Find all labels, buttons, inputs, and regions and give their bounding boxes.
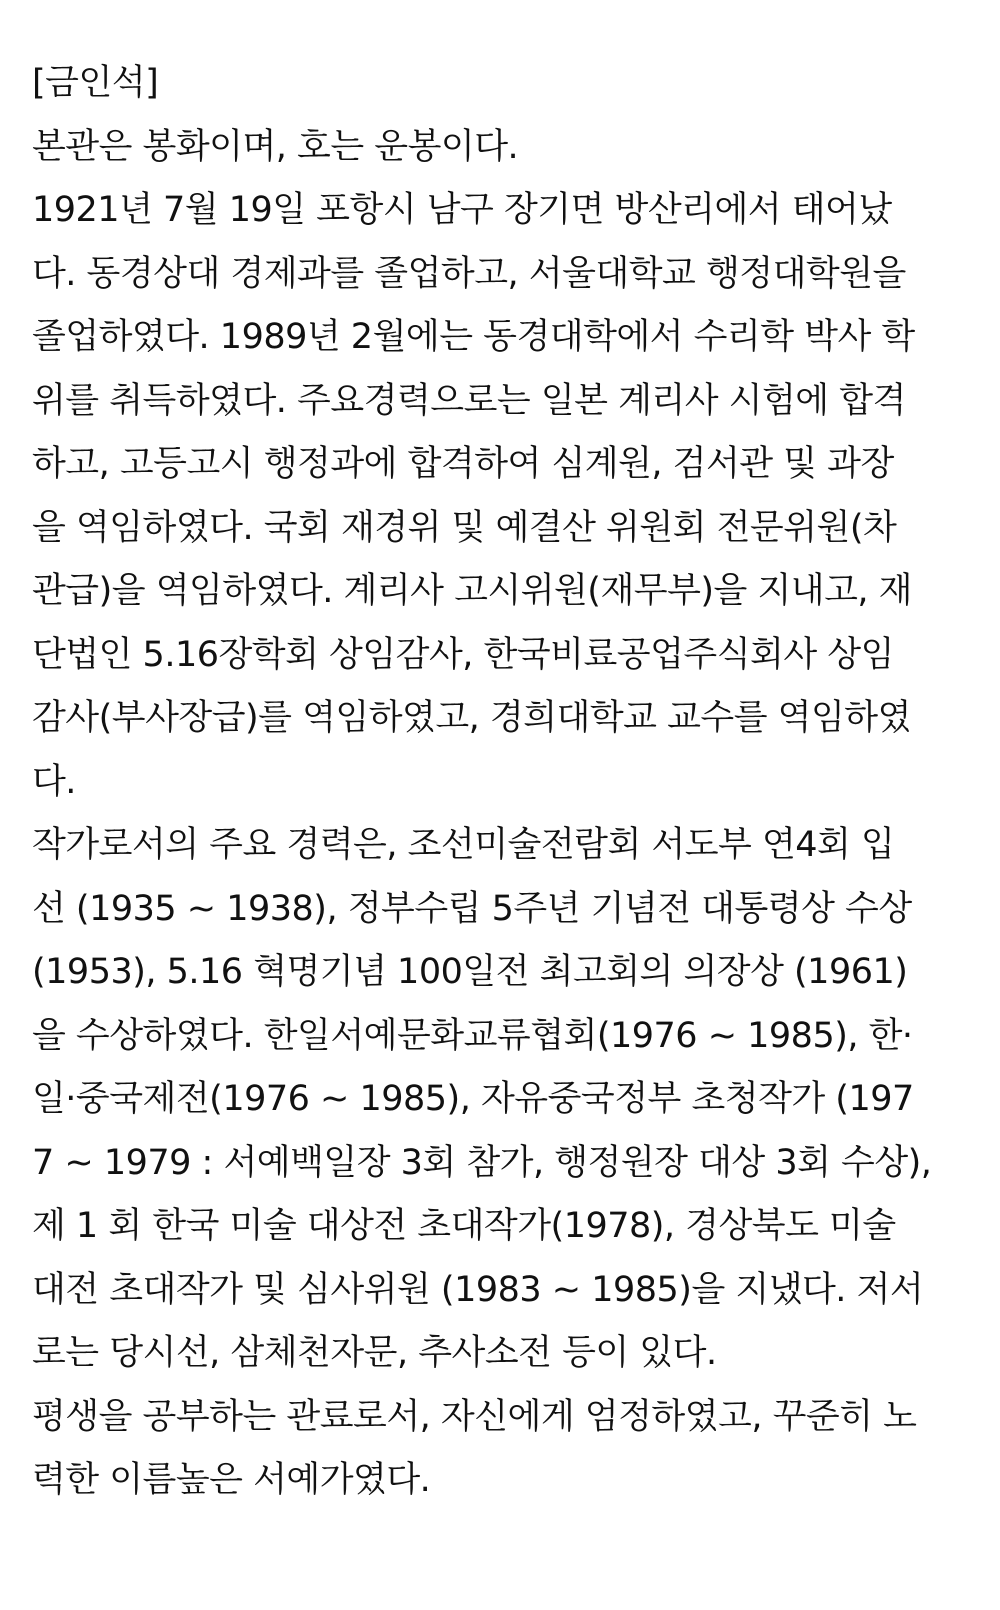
- text-line: 일·중국제전(1976 ~ 1985), 자유중국정부 초청작가 (197: [32, 1079, 914, 1119]
- text-line: 위를 취득하였다. 주요경력으로는 일본 계리사 시험에 합격: [32, 380, 906, 421]
- text-line: 7 ~ 1979 : 서예백일장 3회 참가, 행정원장 대상 3회 수상),: [32, 1142, 932, 1183]
- text-line: 1921년 7월 19일 포항시 남구 장기면 방산리에서 태어났: [32, 190, 892, 230]
- text-line: (1953), 5.16 혁명기념 100일전 최고회의 의장상 (1961): [32, 952, 908, 992]
- text-line: 본관은 봉화이며, 호는 운봉이다.: [32, 126, 519, 167]
- text-line: 관급)을 역임하였다. 계리사 고시위원(재무부)을 지내고, 재: [32, 571, 912, 611]
- text-line: 대전 초대작가 및 심사위원 (1983 ~ 1985)을 지냈다. 저서: [32, 1269, 924, 1310]
- text-line: 제 1 회 한국 미술 대상전 초대작가(1978), 경상북도 미술: [32, 1206, 896, 1246]
- text-line: 감사(부사장급)를 역임하였고, 경희대학교 교수를 역임하였: [32, 698, 911, 738]
- text-line: 다. 동경상대 경제과를 졸업하고, 서울대학교 행정대학원을: [32, 253, 906, 294]
- text-line: 을 수상하였다. 한일서예문화교류협회(1976 ~ 1985), 한·: [32, 1015, 913, 1056]
- text-line: 선 (1935 ~ 1938), 정부수립 5주년 기념전 대통령상 수상: [32, 888, 912, 929]
- text-line: 하고, 고등고시 행정과에 합격하여 심계원, 검서관 및 과장: [32, 444, 894, 484]
- text-line: 단법인 5.16장학회 상임감사, 한국비료공업주식회사 상임: [32, 634, 894, 675]
- text-line: 다.: [32, 761, 76, 802]
- text-line: 로는 당시선, 삼체천자문, 추사소전 등이 있다.: [32, 1333, 717, 1373]
- text-line: 력한 이름높은 서예가였다.: [32, 1460, 431, 1500]
- text-line: 평생을 공부하는 관료로서, 자신에게 엄정하였고, 꾸준히 노: [32, 1396, 917, 1437]
- text-line: 작가로서의 주요 경력은, 조선미술전람회 서도부 연4회 입: [32, 825, 895, 865]
- text-line-title: [금인석]: [32, 63, 159, 103]
- text-line: 졸업하였다. 1989년 2월에는 동경대학에서 수리학 박사 학: [32, 317, 915, 357]
- text-line: 을 역임하였다. 국회 재경위 및 예결산 위원회 전문위원(차: [32, 507, 897, 548]
